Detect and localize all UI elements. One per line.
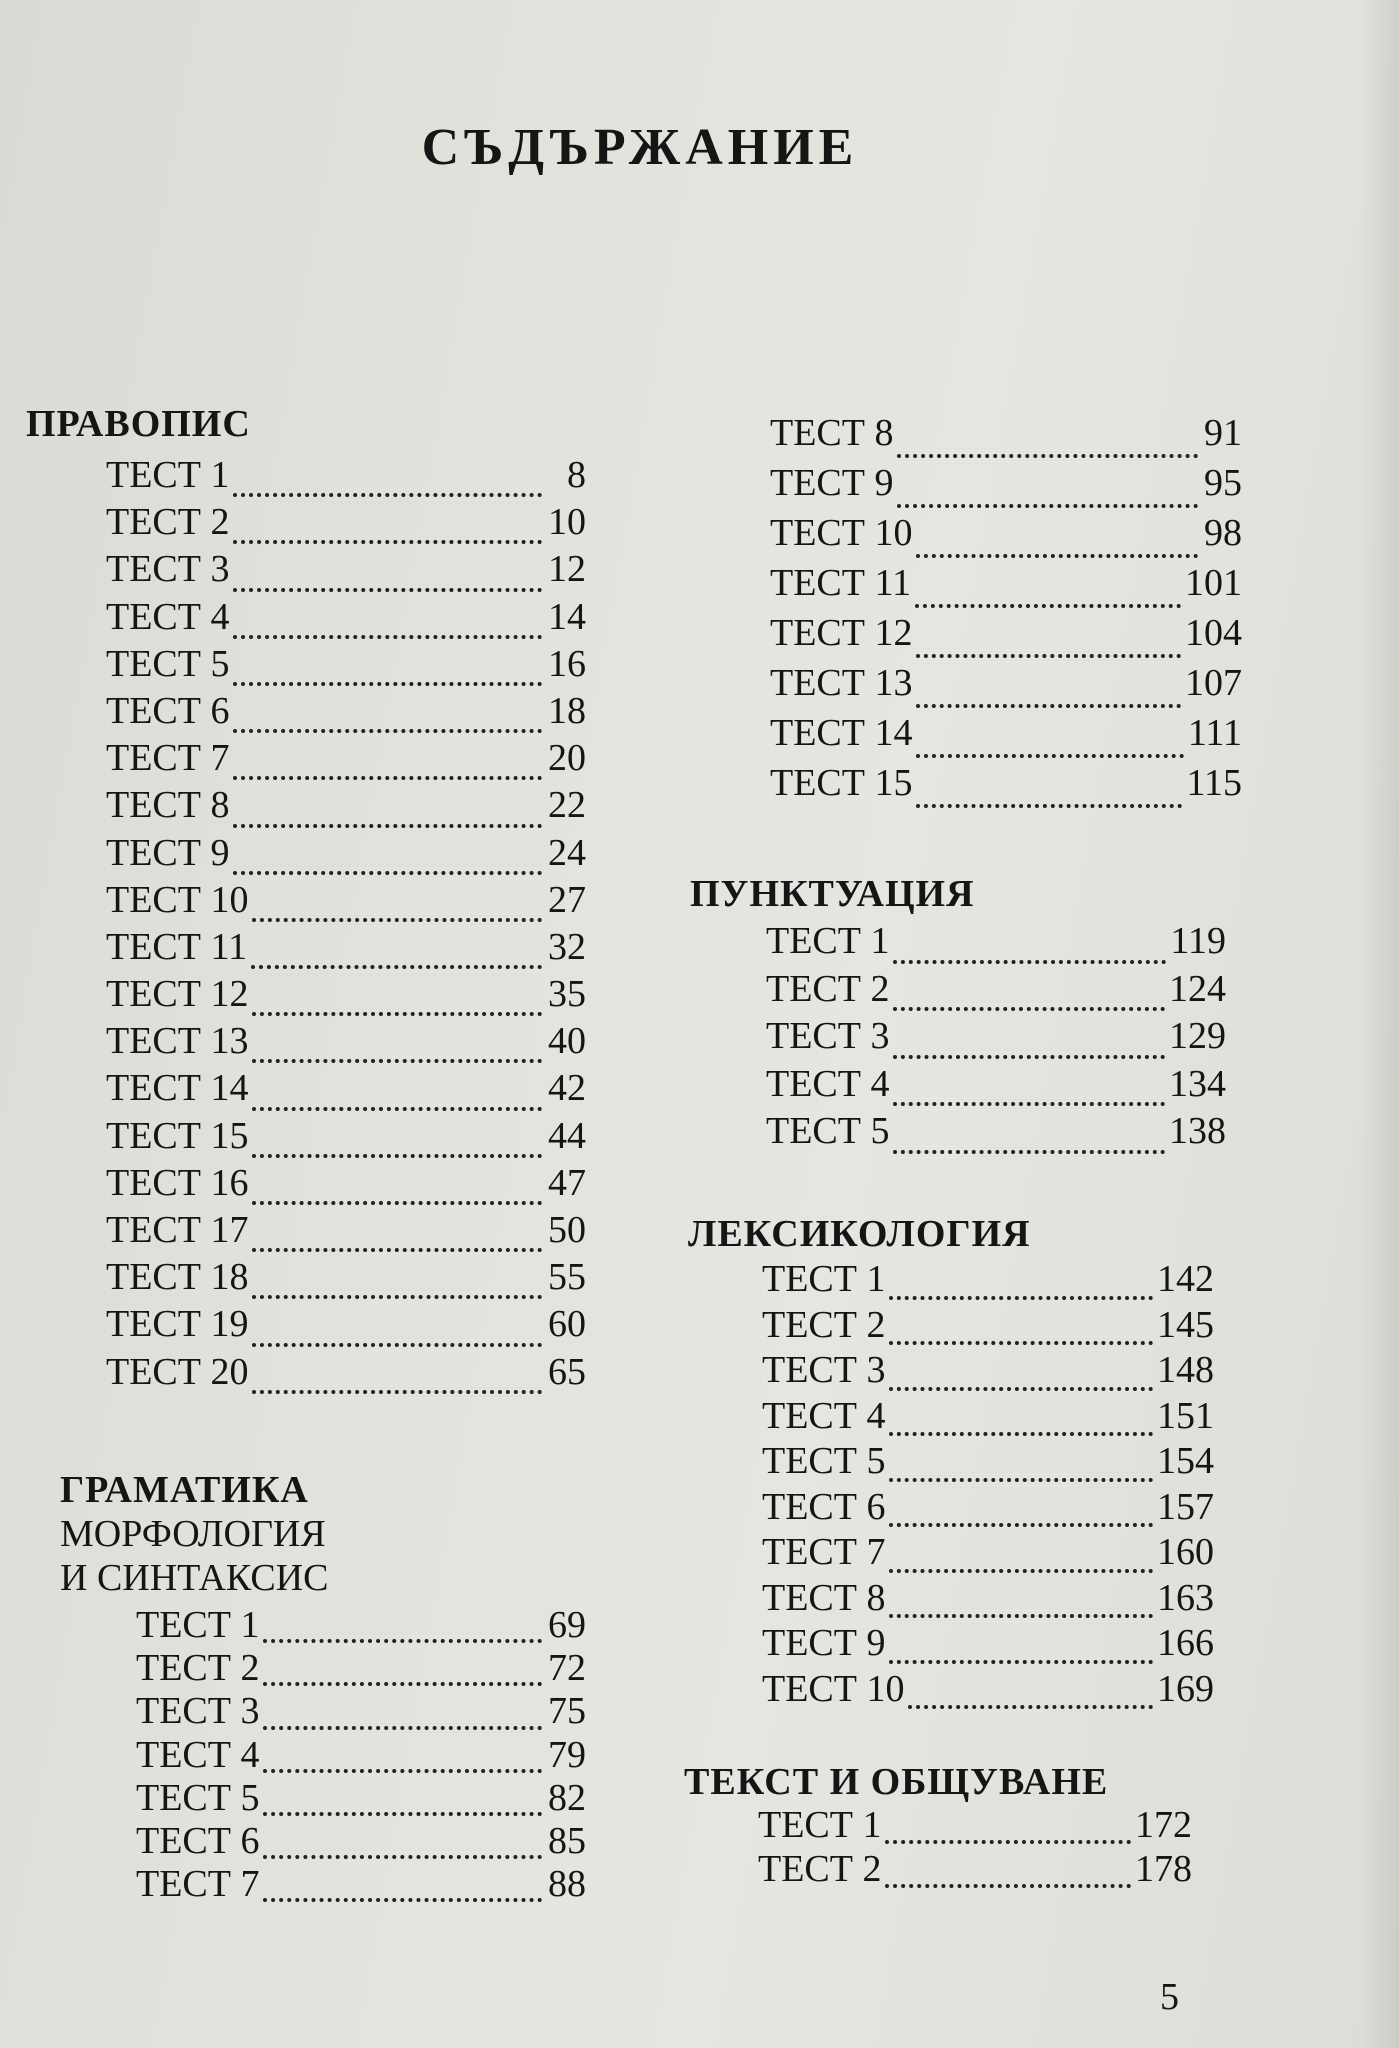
- dot-leader: [252, 1154, 542, 1158]
- toc-entry: [106, 1258, 586, 1305]
- dot-leader: [889, 1523, 1153, 1527]
- toc-entry-label: ТЕСТ 8: [770, 412, 894, 454]
- dot-leader: [263, 1812, 542, 1816]
- toc-entry: [106, 456, 586, 503]
- dot-leader: [233, 824, 542, 828]
- toc-entry: [106, 1022, 586, 1069]
- dot-leader: [263, 1726, 542, 1730]
- dot-leader: [916, 754, 1183, 758]
- dot-leader: [263, 1639, 542, 1643]
- toc-entry: [766, 922, 1226, 970]
- toc-entry-label: ТЕСТ 17: [106, 1209, 249, 1251]
- dot-leader: [889, 1660, 1153, 1664]
- toc-entry: [106, 1305, 586, 1352]
- toc-entry: [106, 739, 586, 786]
- toc-entry: [106, 1350, 586, 1400]
- toc-entry-page: 154: [1157, 1440, 1214, 1482]
- toc-entry: [766, 967, 1226, 1018]
- toc-entry: [766, 1062, 1226, 1113]
- dot-leader: [252, 1012, 542, 1016]
- dot-leader: [233, 682, 542, 686]
- toc-entry: [770, 764, 1242, 814]
- dot-leader: [897, 454, 1198, 458]
- toc-entry-page: 65: [548, 1350, 586, 1393]
- dot-leader: [893, 1150, 1165, 1154]
- dot-leader: [916, 804, 1182, 808]
- toc-entry: [106, 642, 586, 692]
- dot-leader: [252, 1248, 542, 1252]
- toc-entry-page: 172: [1135, 1804, 1192, 1846]
- toc-entry: [762, 1667, 1214, 1716]
- toc-entry-page: 79: [548, 1733, 586, 1776]
- toc-entry-label: ТЕСТ 5: [766, 1110, 890, 1152]
- toc-entry: [762, 1485, 1214, 1534]
- toc-entry-page: 95: [1204, 462, 1242, 504]
- toc-entry-page: 129: [1169, 1015, 1226, 1057]
- toc-entry-label: ТЕСТ 5: [106, 642, 230, 685]
- toc-entry: [106, 689, 586, 739]
- toc-entry-label: ТЕСТ 10: [106, 878, 249, 921]
- dot-leader: [252, 1295, 542, 1299]
- toc-entry-page: 134: [1169, 1062, 1226, 1105]
- dot-leader: [893, 1007, 1165, 1011]
- toc-entry: [106, 1161, 586, 1211]
- toc-entry: [106, 786, 586, 833]
- toc-entry-label: ТЕСТ 8: [762, 1576, 886, 1619]
- toc-entry-page: 138: [1169, 1110, 1226, 1152]
- dot-leader: [916, 704, 1181, 708]
- toc-entry: [766, 1017, 1226, 1065]
- toc-entry-label: ТЕСТ 2: [762, 1303, 886, 1346]
- dot-leader: [893, 960, 1166, 964]
- toc-entry-page: 32: [548, 925, 586, 968]
- toc-entry-page: 85: [548, 1819, 586, 1862]
- dot-leader: [263, 1682, 542, 1686]
- toc-entry-page: 24: [548, 831, 586, 874]
- toc-entry-page: 157: [1157, 1485, 1214, 1528]
- dot-leader: [889, 1614, 1153, 1618]
- dot-leader: [252, 1107, 542, 1111]
- toc-entry: [770, 614, 1242, 664]
- toc-entry-page: 101: [1185, 562, 1242, 604]
- toc-entry-page: 160: [1157, 1531, 1214, 1573]
- toc-list-pravopis: [106, 456, 586, 1400]
- toc-entry: [136, 1692, 586, 1735]
- toc-entry-label: ТЕСТ 14: [770, 712, 913, 754]
- toc-entry-label: ТЕСТ 10: [762, 1667, 905, 1710]
- toc-list-leksikologiya: [762, 1260, 1214, 1715]
- toc-entry-label: ТЕСТ 5: [136, 1776, 260, 1819]
- page-title: СЪДЪРЖАНИЕ: [421, 119, 859, 176]
- subtitle-sintaksis: И СИНТАКСИС: [60, 1557, 329, 1599]
- toc-entry-label: ТЕСТ 4: [136, 1733, 260, 1776]
- toc-entry-label: ТЕСТ 2: [136, 1647, 260, 1690]
- toc-entry-label: ТЕСТ 18: [106, 1256, 249, 1299]
- toc-entry: [106, 925, 586, 975]
- toc-entry: [106, 1114, 586, 1164]
- toc-entry-label: ТЕСТ 1: [758, 1804, 882, 1846]
- toc-entry-label: ТЕСТ 4: [762, 1394, 886, 1437]
- toc-entry: [136, 1649, 586, 1692]
- page-number: 5: [1160, 1976, 1179, 2018]
- toc-entry: [762, 1533, 1214, 1579]
- toc-entry-page: 20: [548, 737, 586, 780]
- toc-entry-page: 145: [1157, 1303, 1214, 1346]
- dot-leader: [252, 1390, 542, 1394]
- toc-entry-label: ТЕСТ 16: [106, 1161, 249, 1204]
- dot-leader: [233, 729, 542, 733]
- toc-entry-label: ТЕСТ 4: [766, 1062, 890, 1105]
- subtitle-morfologiya: МОРФОЛОГИЯ: [60, 1513, 326, 1555]
- toc-entry-page: 91: [1204, 412, 1242, 454]
- toc-list-punktuatsiya: [766, 922, 1226, 1160]
- toc-entry-page: 88: [548, 1863, 586, 1906]
- dot-leader: [233, 540, 542, 544]
- toc-entry-label: ТЕСТ 7: [136, 1863, 260, 1906]
- dot-leader: [889, 1387, 1153, 1391]
- toc-entry-label: ТЕСТ 9: [762, 1622, 886, 1664]
- toc-entry-page: 47: [548, 1161, 586, 1204]
- toc-entry: [762, 1442, 1214, 1488]
- dot-leader: [252, 1059, 542, 1063]
- toc-entry: [770, 514, 1242, 564]
- toc-entry: [106, 878, 586, 928]
- toc-entry-label: ТЕСТ 1: [136, 1604, 260, 1646]
- toc-entry-label: ТЕСТ 1: [762, 1258, 886, 1300]
- toc-entry-label: ТЕСТ 6: [106, 689, 230, 732]
- toc-entry-label: ТЕСТ 1: [106, 454, 230, 496]
- toc-entry: [106, 503, 586, 550]
- toc-entry-label: ТЕСТ 3: [136, 1690, 260, 1733]
- section-title-tekst: ТЕКСТ И ОБЩУВАНЕ: [684, 1761, 1109, 1803]
- toc-entry: [758, 1806, 1192, 1850]
- toc-entry-label: ТЕСТ 6: [762, 1485, 886, 1528]
- toc-entry-page: 42: [548, 1067, 586, 1110]
- toc-entry-page: 104: [1185, 612, 1242, 654]
- dot-leader: [251, 965, 542, 969]
- toc-entry-page: 111: [1187, 712, 1242, 754]
- toc-entry-label: ТЕСТ 9: [106, 831, 230, 874]
- toc-entry-label: ТЕСТ 13: [106, 1020, 249, 1063]
- toc-entry-label: ТЕСТ 15: [770, 762, 913, 804]
- dot-leader: [263, 1898, 542, 1902]
- toc-entry-page: 10: [548, 501, 586, 544]
- toc-entry-label: ТЕСТ 10: [770, 512, 913, 554]
- toc-entry-page: 119: [1170, 920, 1226, 962]
- dot-leader: [233, 588, 542, 592]
- toc-entry-label: ТЕСТ 5: [762, 1440, 886, 1482]
- dot-leader: [233, 776, 542, 780]
- toc-entry: [770, 714, 1242, 764]
- toc-entry-label: ТЕСТ 13: [770, 662, 913, 704]
- toc-entry-label: ТЕСТ 8: [106, 784, 230, 827]
- dot-leader: [252, 918, 542, 922]
- dot-leader: [889, 1478, 1153, 1482]
- toc-entry-label: ТЕСТ 2: [106, 501, 230, 544]
- toc-entry-label: ТЕСТ 12: [106, 973, 249, 1016]
- toc-entry-page: 115: [1186, 762, 1242, 804]
- toc-entry: [762, 1394, 1214, 1443]
- section-title-gramatika: ГРАМАТИКА: [60, 1469, 309, 1511]
- toc-entry: [136, 1865, 586, 1908]
- toc-entry-page: 12: [548, 548, 586, 591]
- toc-entry: [762, 1576, 1214, 1625]
- toc-entry: [762, 1260, 1214, 1306]
- toc-entry: [136, 1819, 586, 1865]
- dot-leader: [885, 1884, 1131, 1888]
- toc-entry-page: 142: [1157, 1258, 1214, 1300]
- toc-entry-page: 151: [1157, 1394, 1214, 1437]
- toc-entry-page: 72: [548, 1647, 586, 1690]
- toc-entry-page: 148: [1157, 1349, 1214, 1391]
- toc-entry-page: 18: [548, 689, 586, 732]
- toc-entry: [136, 1776, 586, 1822]
- toc-entry-page: 55: [548, 1256, 586, 1299]
- toc-entry-label: ТЕСТ 6: [136, 1819, 260, 1862]
- dot-leader: [908, 1705, 1153, 1709]
- toc-entry-label: ТЕСТ 19: [106, 1303, 249, 1346]
- toc-entry-label: ТЕСТ 14: [106, 1067, 249, 1110]
- toc-entry-page: 124: [1169, 967, 1226, 1010]
- dot-leader: [233, 635, 542, 639]
- page-edge-shadow: [1359, 0, 1399, 2048]
- section-title-leksikologiya: ЛЕКСИКОЛОГИЯ: [688, 1213, 1031, 1255]
- toc-entry-label: ТЕСТ 1: [766, 920, 890, 962]
- toc-list-pravopis-continued: [770, 414, 1242, 814]
- toc-list-gramatika: [136, 1606, 586, 1908]
- toc-entry: [770, 414, 1242, 464]
- toc-entry-page: 27: [548, 878, 586, 921]
- toc-entry-page: 166: [1157, 1622, 1214, 1664]
- toc-entry: [758, 1850, 1192, 1894]
- dot-leader: [897, 504, 1198, 508]
- dot-leader: [889, 1296, 1153, 1300]
- dot-leader: [885, 1840, 1131, 1844]
- toc-entry-label: ТЕСТ 7: [762, 1531, 886, 1573]
- toc-entry-page: 50: [548, 1209, 586, 1251]
- dot-leader: [889, 1432, 1153, 1436]
- toc-entry-label: ТЕСТ 12: [770, 612, 913, 654]
- dot-leader: [263, 1855, 542, 1859]
- toc-entry-label: ТЕСТ 2: [766, 967, 890, 1010]
- toc-entry-page: 107: [1185, 662, 1242, 704]
- dot-leader: [916, 654, 1181, 658]
- dot-leader: [233, 871, 542, 875]
- toc-entry-label: ТЕСТ 4: [106, 595, 230, 638]
- toc-entry: [106, 595, 586, 645]
- dot-leader: [893, 1055, 1165, 1059]
- toc-entry: [106, 831, 586, 881]
- toc-entry-label: ТЕСТ 9: [770, 462, 894, 504]
- toc-entry: [762, 1351, 1214, 1397]
- toc-entry: [106, 1069, 586, 1116]
- toc-entry-label: ТЕСТ 20: [106, 1350, 249, 1393]
- toc-entry: [770, 564, 1242, 614]
- toc-entry-label: ТЕСТ 3: [766, 1015, 890, 1057]
- section-title-punktuatsiya: ПУНКТУАЦИЯ: [690, 873, 975, 915]
- section-title-pravopis: ПРАВОПИС: [26, 403, 251, 445]
- toc-entry-page: 75: [548, 1690, 586, 1733]
- toc-entry-label: ТЕСТ 15: [106, 1114, 249, 1157]
- toc-entry-page: 169: [1157, 1667, 1214, 1710]
- toc-entry-page: 98: [1204, 512, 1242, 554]
- toc-entry-page: 16: [548, 642, 586, 685]
- toc-entry-page: 178: [1135, 1848, 1192, 1890]
- dot-leader: [233, 493, 542, 497]
- toc-entry: [136, 1606, 586, 1649]
- toc-entry-label: ТЕСТ 3: [106, 548, 230, 591]
- toc-list-tekst: [758, 1806, 1192, 1894]
- toc-entry-page: 69: [548, 1604, 586, 1646]
- toc-entry-label: ТЕСТ 7: [106, 737, 230, 780]
- toc-entry-label: ТЕСТ 3: [762, 1349, 886, 1391]
- toc-entry-page: 14: [548, 595, 586, 638]
- toc-entry-page: 44: [548, 1114, 586, 1157]
- toc-entry-page: 60: [548, 1303, 586, 1346]
- toc-entry-page: 22: [548, 784, 586, 827]
- toc-entry: [762, 1624, 1214, 1670]
- dot-leader: [916, 554, 1198, 558]
- toc-entry-page: 82: [548, 1776, 586, 1819]
- toc-entry-page: 40: [548, 1020, 586, 1063]
- dot-leader: [263, 1769, 542, 1773]
- dot-leader: [915, 604, 1181, 608]
- toc-entry: [136, 1733, 586, 1779]
- toc-entry-page: 8: [567, 454, 586, 496]
- toc-entry-label: ТЕСТ 11: [770, 562, 912, 604]
- dot-leader: [889, 1341, 1153, 1345]
- toc-entry-label: ТЕСТ 2: [758, 1848, 882, 1890]
- toc-entry-page: 163: [1157, 1576, 1214, 1619]
- toc-entry: [770, 464, 1242, 514]
- toc-entry: [766, 1112, 1226, 1160]
- dot-leader: [252, 1201, 542, 1205]
- dot-leader: [252, 1343, 542, 1347]
- toc-entry: [106, 550, 586, 597]
- toc-entry: [762, 1303, 1214, 1352]
- toc-entry-label: ТЕСТ 11: [106, 925, 248, 968]
- dot-leader: [893, 1102, 1165, 1106]
- toc-entry: [106, 975, 586, 1022]
- dot-leader: [889, 1569, 1153, 1573]
- toc-entry: [770, 664, 1242, 714]
- toc-entry: [106, 1211, 586, 1258]
- toc-entry-page: 35: [548, 973, 586, 1016]
